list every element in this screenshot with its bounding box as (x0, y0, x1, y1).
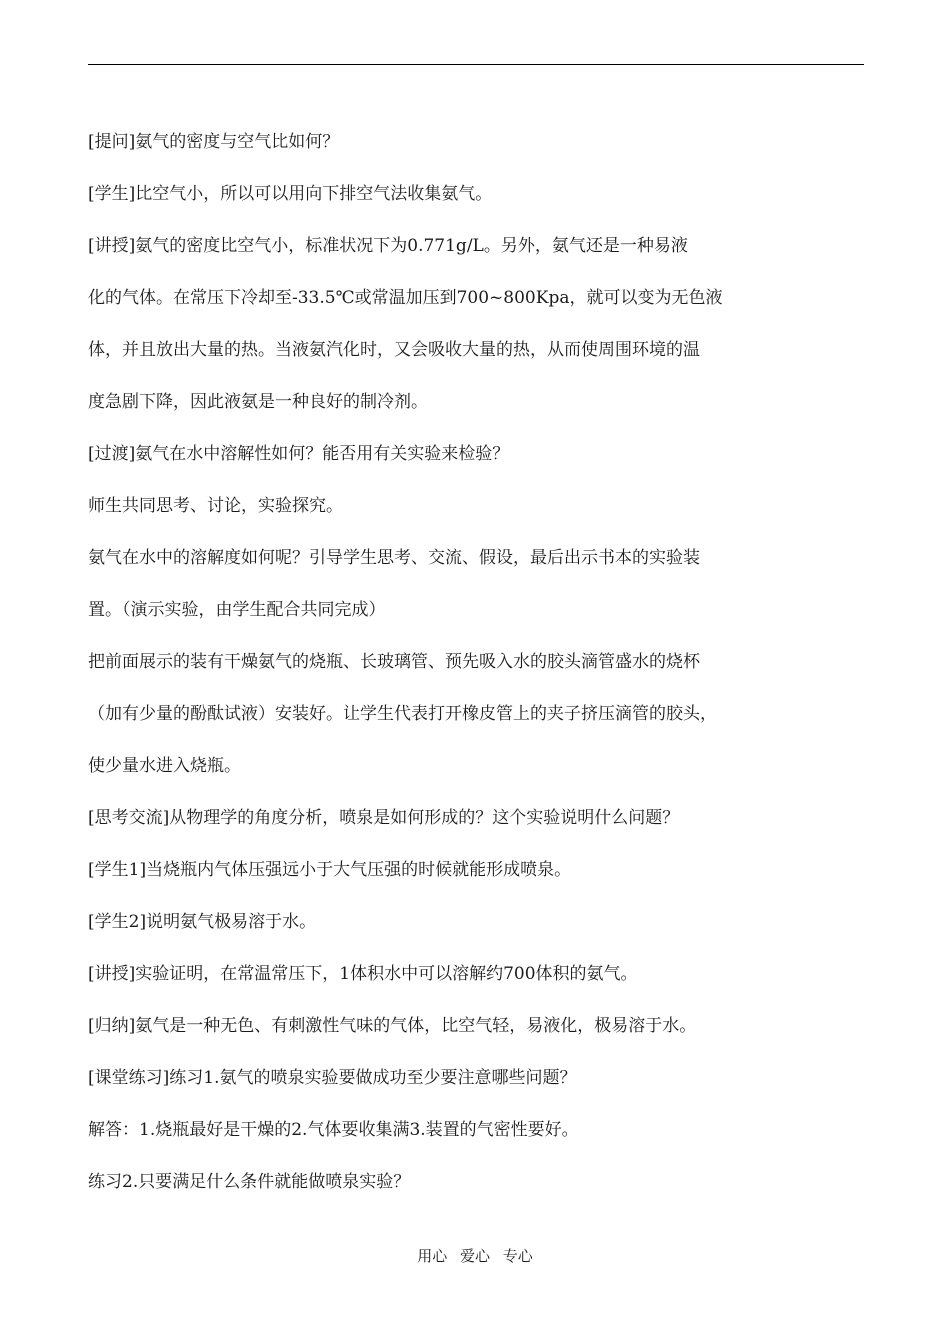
text-line: 使少量水进入烧瓶。 (88, 756, 241, 776)
text-line: [课堂练习]练习1.氨气的喷泉实验要做成功至少要注意哪些问题？ (88, 1068, 577, 1088)
text-line: [学生]比空气小，所以可以用向下排空气法收集氨气。 (88, 184, 493, 204)
header-rule (88, 64, 864, 65)
text-line: [过渡]氨气在水中溶解性如何？能否用有关实验来检验？ (88, 444, 510, 464)
document-body (88, 116, 788, 1208)
page-footer: 用心 爱心 专心 (417, 1247, 533, 1265)
text-line: 度急剧下降，因此液氨是一种良好的制冷剂。 (88, 392, 428, 412)
text-line: 体，并且放出大量的热。当液氨汽化时，又会吸收大量的热，从而使周围环境的温 (88, 340, 700, 360)
text-line: [思考交流]从物理学的角度分析，喷泉是如何形成的？这个实验说明什么问题？ (88, 808, 680, 828)
text-line: [提问]氨气的密度与空气比如何？ (88, 132, 340, 152)
text-line: 解答：1.烧瓶最好是干燥的2.气体要收集满3.装置的气密性要好。 (88, 1120, 579, 1140)
text-line: [学生1]当烧瓶内气体压强远小于大气压强的时候就能形成喷泉。 (88, 860, 572, 880)
text-line: 师生共同思考、讨论，实验探究。 (88, 496, 343, 516)
text-line: [归纳]氨气是一种无色、有刺激性气味的气体，比空气轻，易液化，极易溶于水。 (88, 1016, 697, 1036)
text-line: [学生2]说明氨气极易溶于水。 (88, 912, 317, 932)
text-line: 化的气体。在常压下冷却至-33.5℃或常温加压到700~800Kpa，就可以变为无色液 (88, 288, 723, 308)
text-line: [讲授]氨气的密度比空气小，标准状况下为0.771g/L。另外，氨气还是一种易液 (88, 236, 688, 256)
text-line: 练习2.只要满足什么条件就能做喷泉实验？ (88, 1172, 411, 1192)
text-line: 把前面展示的装有干燥氨气的烧瓶、长玻璃管、预先吸入水的胶头滴管盛水的烧杯 (88, 652, 700, 672)
text-line: 氨气在水中的溶解度如何呢？引导学生思考、交流、假设，最后出示书本的实验装 (88, 548, 700, 568)
text-line: （加有少量的酚酞试液）安装好。让学生代表打开橡皮管上的夹子挤压滴管的胶头， (88, 704, 717, 724)
text-line: [讲授]实验证明，在常温常压下，1体积水中可以溶解约700体积的氨气。 (88, 964, 638, 984)
text-line: 置。（演示实验，由学生配合共同完成） (88, 600, 386, 620)
